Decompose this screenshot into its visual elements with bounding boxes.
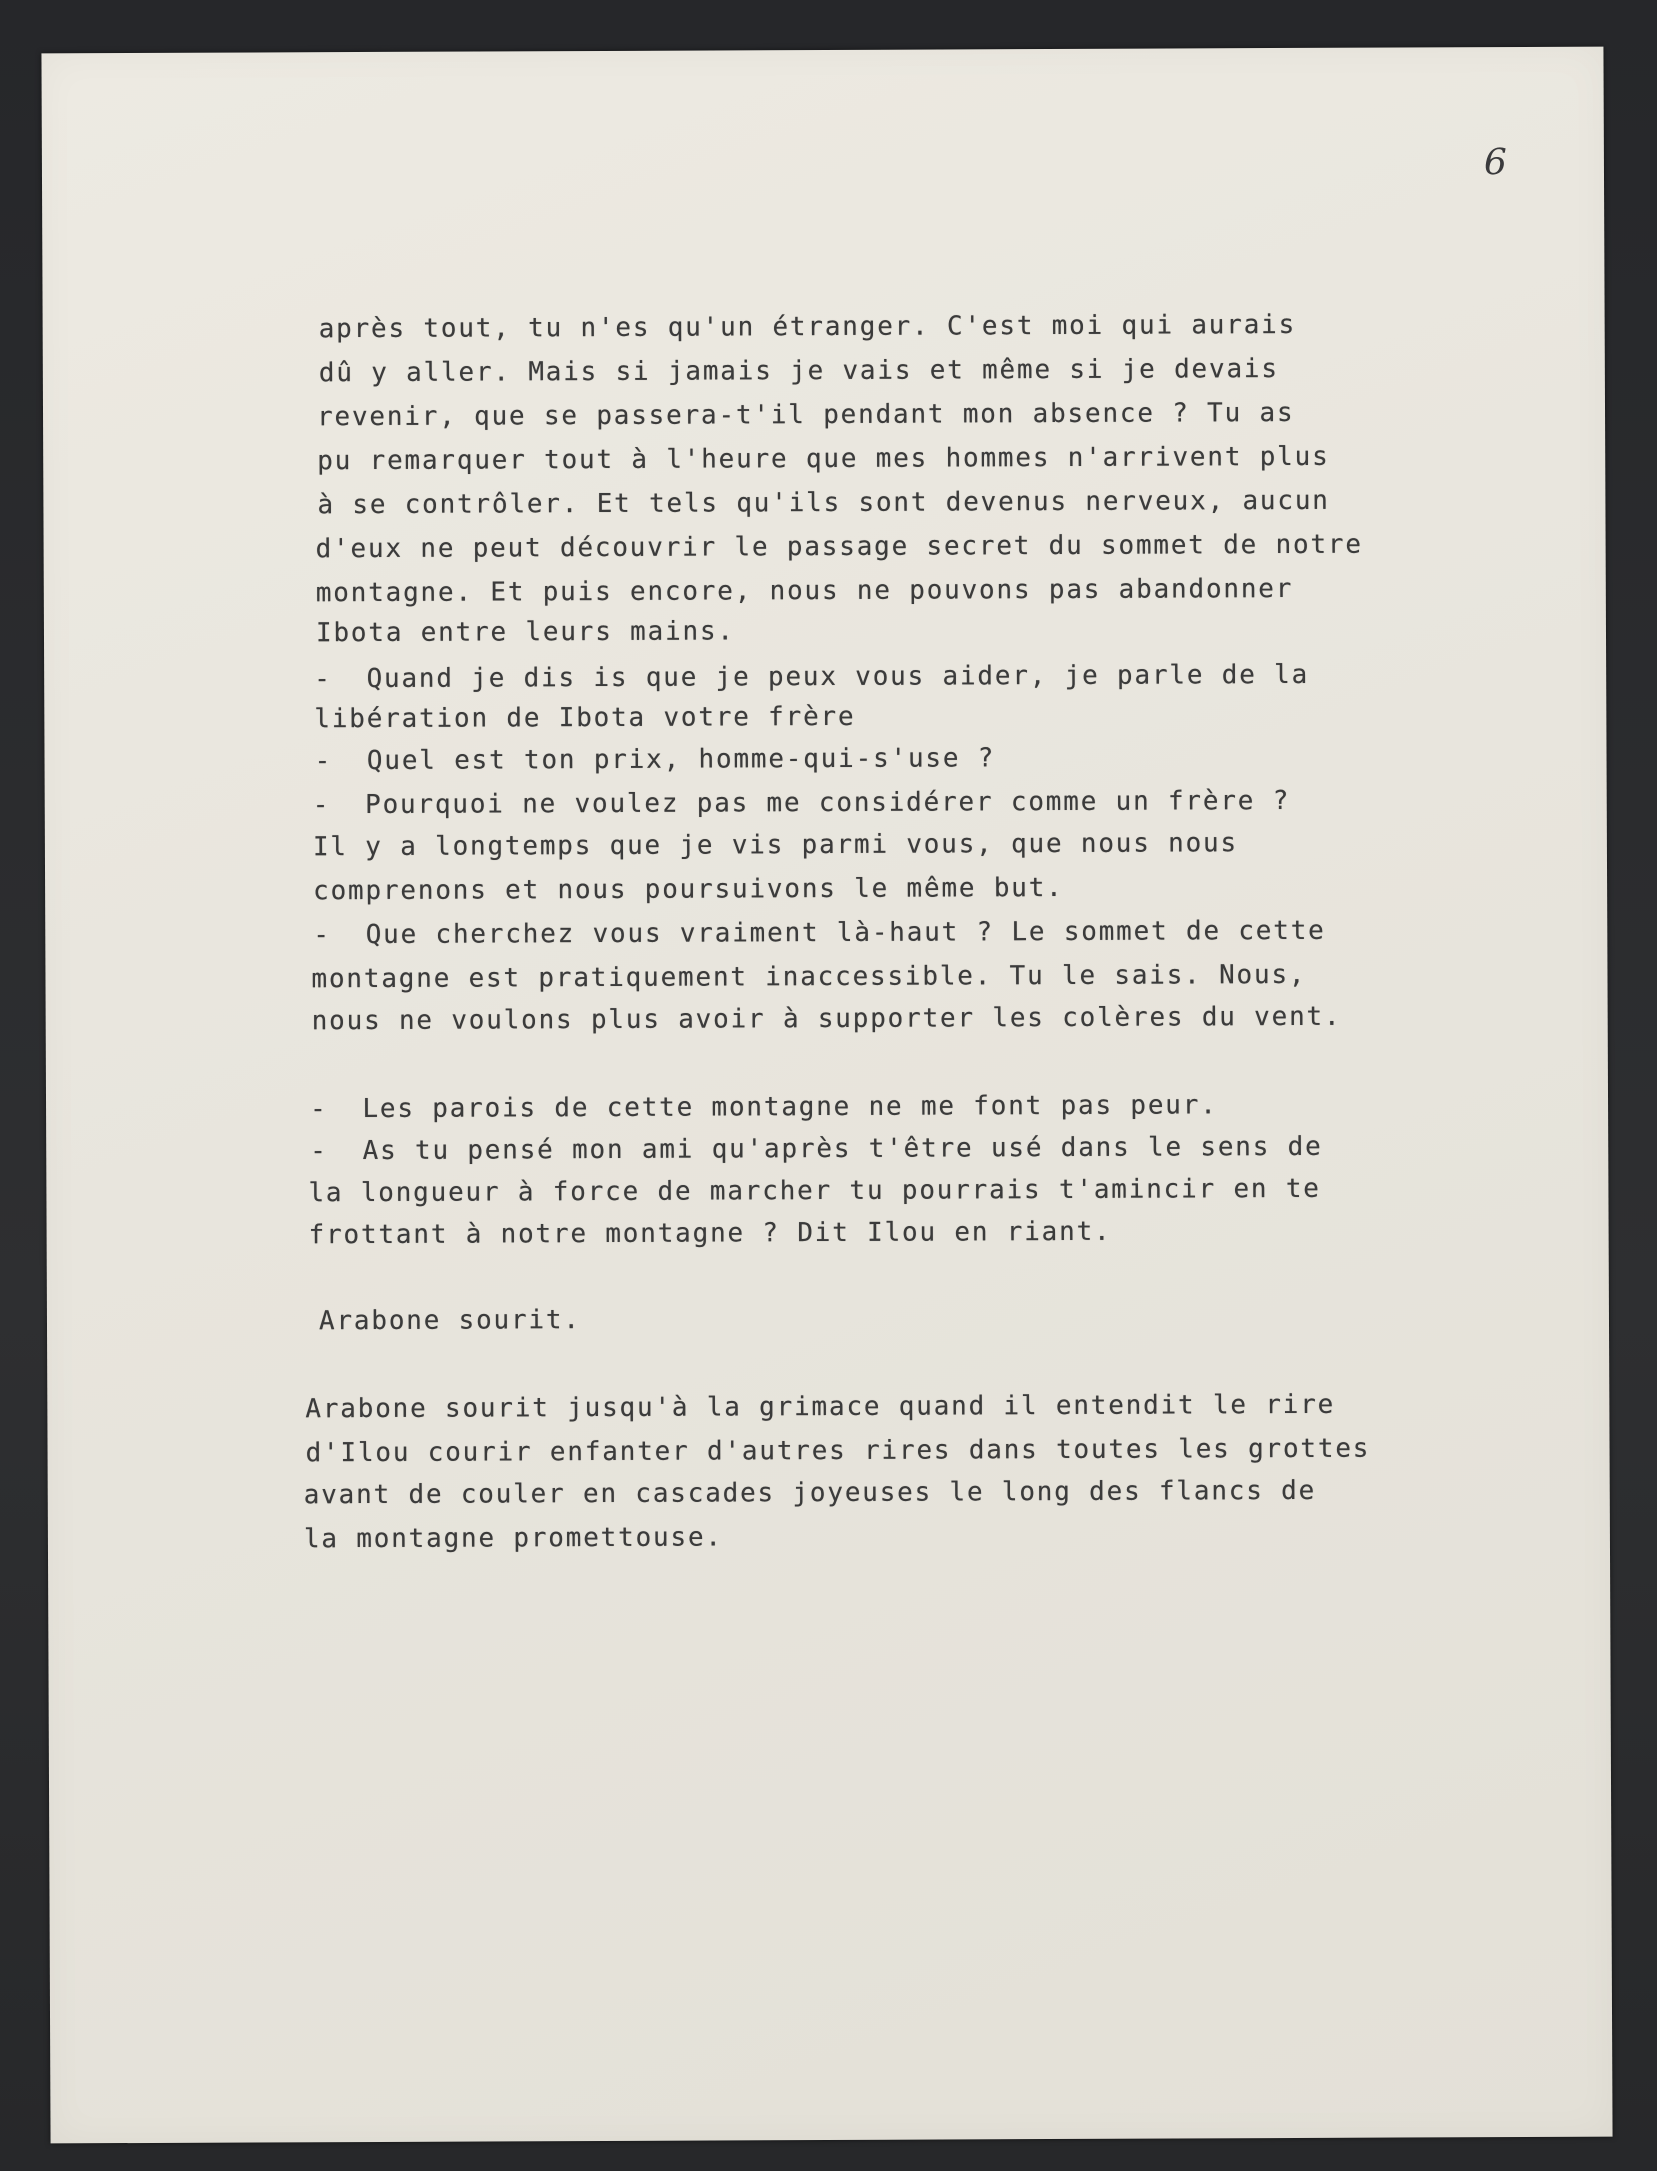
text-line: comprenons et nous poursuivons le même but. [313, 872, 1064, 907]
text-line: Ibota entre leurs mains. [315, 616, 735, 649]
text-line: Arabone sourit. [318, 1305, 581, 1337]
text-line: Il y a longtemps que je vis parmi vous, que nous nous [312, 828, 1239, 863]
text-line: pu remarquer tout à l'heure que mes hommes n'arrivent plus [317, 441, 1330, 477]
text-line: Arabone sourit jusqu'à la grimace quand il entendit le rire [305, 1389, 1336, 1425]
text-line: la montagne promettouse. [303, 1522, 723, 1555]
text-line: - As tu pensé mon ami qu'après t'être usé dans le sens de [310, 1131, 1323, 1167]
text-line: revenir, que se passera-t'il pendant mon absence ? Tu as [316, 397, 1295, 433]
text-line: nous ne voulons plus avoir à supporter les colères du vent. [311, 1001, 1342, 1037]
page-number: 6 [1483, 142, 1507, 184]
typewritten-page [41, 47, 1612, 2144]
text-line: après tout, tu n'es qu'un étranger. C'est moi qui aurais [318, 309, 1297, 345]
text-line: frottant à notre montagne ? Dit Ilou en riant. [308, 1216, 1112, 1251]
typewritten-text [303, 304, 1537, 1555]
text-line: d'Ilou courir enfanter d'autres rires dans toutes les grottes [305, 1433, 1371, 1469]
text-line: - Les parois de cette montagne ne me font pas peur. [309, 1090, 1218, 1125]
text-line: montagne est pratiquement inaccessible. Tu le sais. Nous, [311, 959, 1307, 995]
text-line: avant de couler en cascades joyeuses le long des flancs de [303, 1475, 1317, 1511]
text-line: - Pourquoi ne voulez pas me considérer comme un frère ? [312, 785, 1291, 821]
text-line: libération de Ibota votre frère [314, 701, 856, 735]
text-line: dû y aller. Mais si jamais je vais et même si je devais [318, 354, 1279, 389]
text-line: - Que cherchez vous vraiment là-haut ? Le sommet de cette [313, 915, 1326, 951]
text-line: d'eux ne peut découvrir le passage secret du sommet de notre [315, 529, 1363, 565]
text-line: à se contrôler. Et tels qu'ils sont devenus nerveux, aucun [317, 485, 1330, 521]
text-line: - Quand je dis is que je peux vous aider, je parle de la [314, 659, 1310, 695]
text-line: la longueur à force de marcher tu pourrais t'amincir en te [308, 1173, 1321, 1209]
text-line: - Quel est ton prix, homme-qui-s'use ? [314, 743, 996, 777]
text-line: montagne. Et puis encore, nous ne pouvons pas abandonner [315, 573, 1294, 609]
